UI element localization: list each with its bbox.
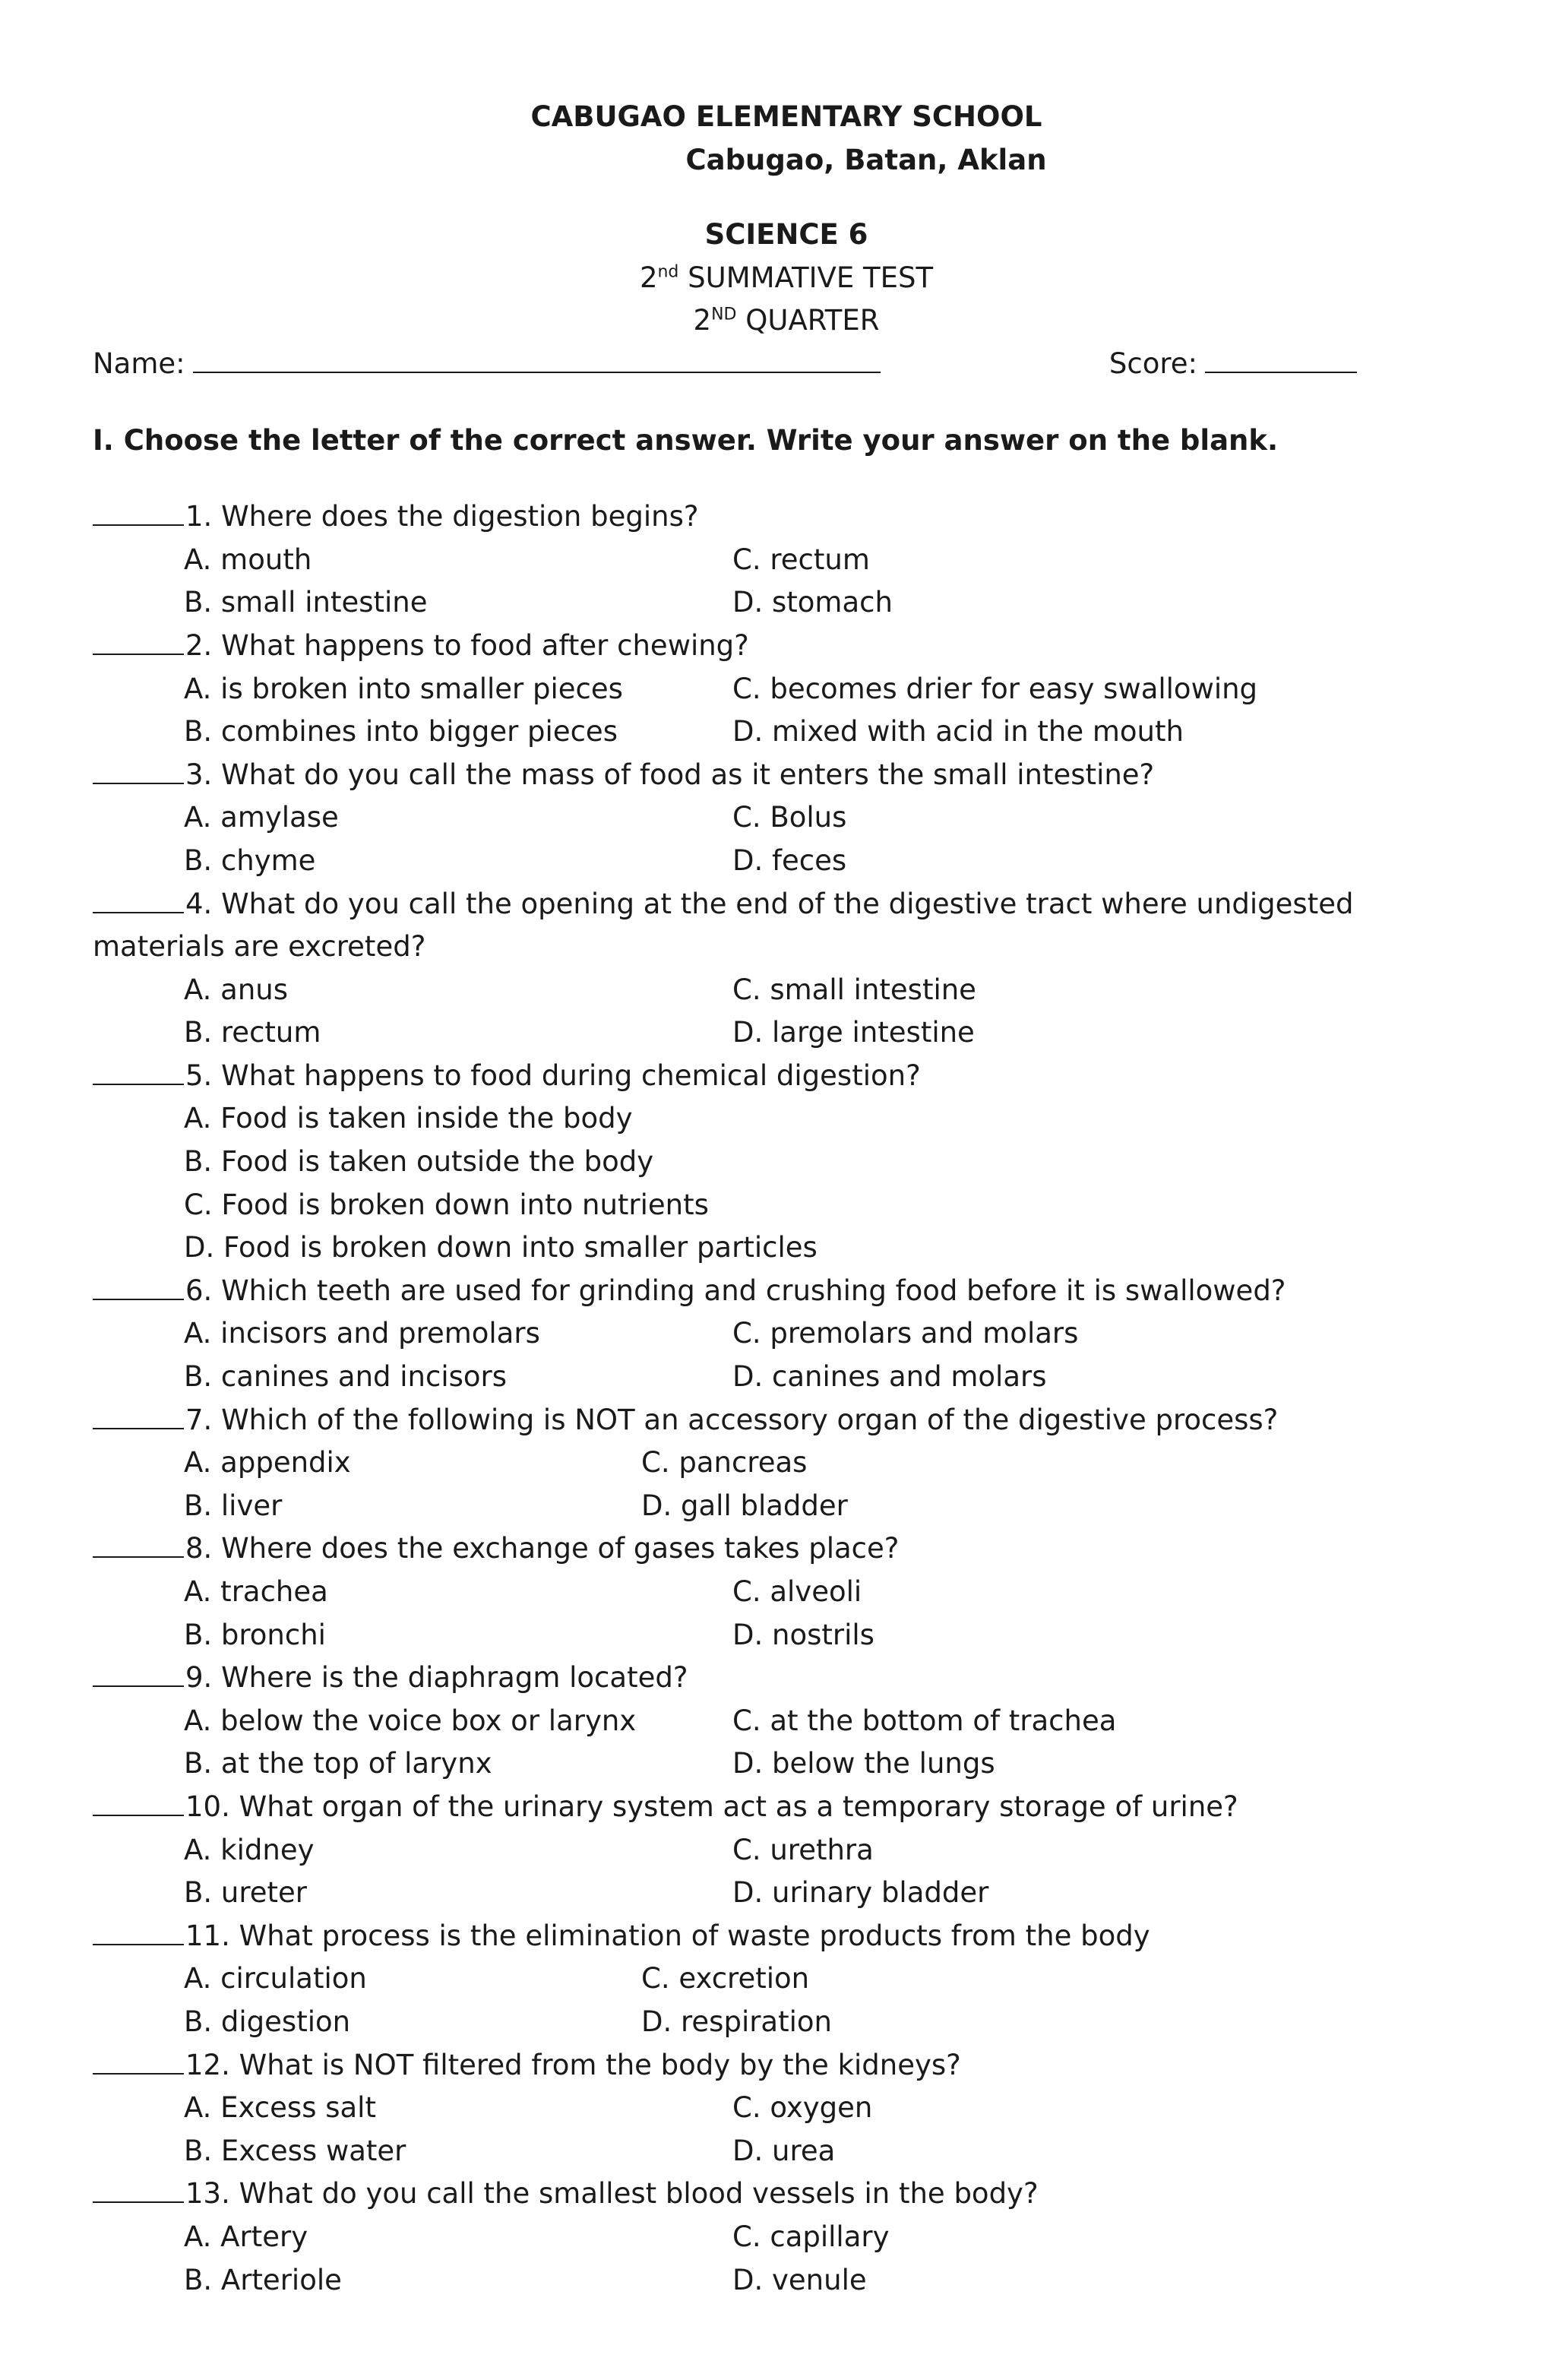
- option-b: B. Arteriole: [184, 2263, 342, 2296]
- options-row: [93, 1872, 1480, 1915]
- option-d: D. nostrils: [732, 1618, 874, 1651]
- answer-blank[interactable]: [93, 1915, 184, 1945]
- option-a: A. Artery: [184, 2220, 308, 2253]
- question-3: 3. What do you call the mass of food as it enters the small intestine?: [93, 754, 1480, 797]
- option-a: A. trachea: [184, 1575, 328, 1608]
- option-b: B. digestion: [184, 2005, 351, 2038]
- option-b: B. chyme: [184, 843, 316, 877]
- options-row: [93, 1442, 1480, 1485]
- option-b: B. liver: [184, 1489, 283, 1522]
- option-b: B. rectum: [184, 1016, 321, 1049]
- options-row: [93, 2259, 1480, 2302]
- option-c: C. pancreas: [641, 1446, 808, 1480]
- option-a: A. anus: [184, 973, 289, 1006]
- option-c: C. becomes drier for easy swallowing: [732, 672, 1258, 705]
- option-b: B. at the top of larynx: [184, 1747, 492, 1780]
- option-d: D. feces: [732, 843, 847, 877]
- option-a: A. appendix: [184, 1446, 351, 1480]
- question-2: 2. What happens to food after chewing?: [93, 625, 1480, 668]
- options-row: [93, 1700, 1480, 1743]
- score-field[interactable]: [1109, 343, 1480, 386]
- question-6: 6. Which teeth are used for grinding and crushing food before it is swallowed?: [93, 1270, 1480, 1313]
- option-c: C. urethra: [732, 1833, 874, 1866]
- option-d: D. stomach: [732, 586, 893, 619]
- option-d: D. urea: [732, 2134, 836, 2167]
- question-5: 5. What happens to food during chemical digestion?: [93, 1055, 1480, 1098]
- answer-blank[interactable]: [93, 625, 184, 655]
- options-row: [93, 2001, 1480, 2044]
- question-7: 7. Which of the following is NOT an accessory organ of the digestive process?: [93, 1399, 1480, 1442]
- options-row: [93, 1742, 1480, 1786]
- option-c: C. alveoli: [732, 1575, 862, 1608]
- option-a: A. incisors and premolars: [184, 1317, 540, 1350]
- option-d: D. mixed with acid in the mouth: [732, 715, 1184, 748]
- options-row: [93, 796, 1480, 840]
- option-b: B. combines into bigger pieces: [184, 715, 618, 748]
- school-name: CABUGAO ELEMENTARY SCHOOL: [530, 100, 1042, 133]
- question-9: 9. Where is the diaphragm located?: [93, 1657, 1480, 1700]
- options-row: [93, 2087, 1480, 2130]
- option-d: D. below the lungs: [732, 1747, 995, 1780]
- option-b: B. small intestine: [184, 586, 428, 619]
- name-score-row: [93, 343, 1480, 386]
- question-4: 4. What do you call the opening at the end of the digestive tract where undigested: [93, 883, 1480, 926]
- school-address: Cabugao, Batan, Aklan: [685, 143, 1047, 176]
- answer-blank[interactable]: [93, 1657, 184, 1687]
- options-row: [93, 1356, 1480, 1399]
- options-row: [93, 2216, 1480, 2259]
- options-row: [93, 1011, 1480, 1055]
- name-blank[interactable]: [193, 343, 881, 373]
- option-b: B. bronchi: [184, 1618, 326, 1651]
- options-row: [93, 711, 1480, 754]
- option-d: D. large intestine: [732, 1016, 975, 1049]
- option-a: A. kidney: [184, 1833, 315, 1866]
- question-12: 12. What is NOT filtered from the body by the kidneys?: [93, 2044, 1480, 2087]
- answer-blank[interactable]: [93, 1055, 184, 1085]
- option-b: B. canines and incisors: [184, 1360, 508, 1394]
- answer-blank[interactable]: [93, 754, 184, 784]
- options-row: [93, 1614, 1480, 1657]
- answer-blank[interactable]: [93, 1270, 184, 1300]
- options-row: [93, 539, 1480, 582]
- name-field[interactable]: [93, 343, 881, 386]
- option-c: C. rectum: [732, 543, 870, 576]
- option-c: C. excretion: [641, 1962, 810, 1995]
- option-d: D. venule: [732, 2263, 867, 2296]
- test-title: 2nd SUMMATIVE TEST: [639, 261, 934, 294]
- option-b: B. ureter: [184, 1876, 308, 1910]
- option-c: C. Bolus: [732, 801, 847, 834]
- answer-blank[interactable]: [93, 1399, 184, 1429]
- option-d: D. Food is broken down into smaller particles: [184, 1231, 818, 1264]
- score-blank[interactable]: [1205, 343, 1357, 373]
- option-c: C. oxygen: [732, 2091, 873, 2125]
- option-a: A. circulation: [184, 1962, 367, 1995]
- score-label: Score:: [1108, 347, 1197, 380]
- option-a: A. Excess salt: [184, 2091, 376, 2125]
- options-row: [93, 1312, 1480, 1356]
- option-b: B. Food is taken outside the body: [184, 1145, 654, 1179]
- options-row: [93, 840, 1480, 883]
- option-c: C. capillary: [732, 2220, 890, 2253]
- option-d: D. canines and molars: [732, 1360, 1047, 1394]
- options-row: [93, 668, 1480, 711]
- option-a: A. below the voice box or larynx: [184, 1704, 637, 1737]
- question-11: 11. What process is the elimination of waste products from the body: [93, 1915, 1480, 1958]
- question-1: 1. Where does the digestion begins?: [93, 495, 1480, 539]
- options-row: [93, 1829, 1480, 1872]
- option-d: D. respiration: [641, 2005, 832, 2038]
- quarter-title: 2ND QUARTER: [693, 304, 880, 337]
- answer-blank[interactable]: [93, 2044, 184, 2075]
- option-a: A. amylase: [184, 801, 339, 834]
- answer-blank[interactable]: [93, 1527, 184, 1558]
- option-c: C. small intestine: [732, 973, 976, 1006]
- option-a: A. is broken into smaller pieces: [184, 672, 623, 705]
- option-c: C. Food is broken down into nutrients: [184, 1188, 709, 1221]
- answer-blank[interactable]: [93, 495, 184, 526]
- option-c: C. premolars and molars: [732, 1317, 1079, 1350]
- options-row: [93, 969, 1480, 1012]
- option-a: A. Food is taken inside the body: [184, 1102, 633, 1135]
- question-4-continued: materials are excreted?: [93, 930, 426, 964]
- options-row: [93, 1485, 1480, 1528]
- option-b: B. Excess water: [184, 2134, 406, 2167]
- question-13: 13. What do you call the smallest blood vessels in the body?: [93, 2173, 1480, 2216]
- subject-title: SCIENCE 6: [704, 218, 868, 252]
- instruction: I. Choose the letter of the correct answer. Write your answer on the blank.: [93, 423, 1279, 457]
- options-row: [93, 1957, 1480, 2001]
- question-10: 10. What organ of the urinary system act as a temporary storage of urine?: [93, 1786, 1480, 1829]
- option-c: C. at the bottom of trachea: [732, 1704, 1117, 1737]
- option-a: A. mouth: [184, 543, 312, 576]
- option-d: D. gall bladder: [641, 1489, 848, 1522]
- answer-blank[interactable]: [93, 1786, 184, 1816]
- options-row: [93, 2130, 1480, 2173]
- answer-blank[interactable]: [93, 883, 184, 913]
- answer-blank[interactable]: [93, 2173, 184, 2203]
- option-d: D. urinary bladder: [732, 1876, 989, 1910]
- name-label: Name:: [93, 347, 185, 380]
- question-8: 8. Where does the exchange of gases takes place?: [93, 1527, 1480, 1571]
- options-row: [93, 581, 1480, 625]
- options-row: [93, 1571, 1480, 1614]
